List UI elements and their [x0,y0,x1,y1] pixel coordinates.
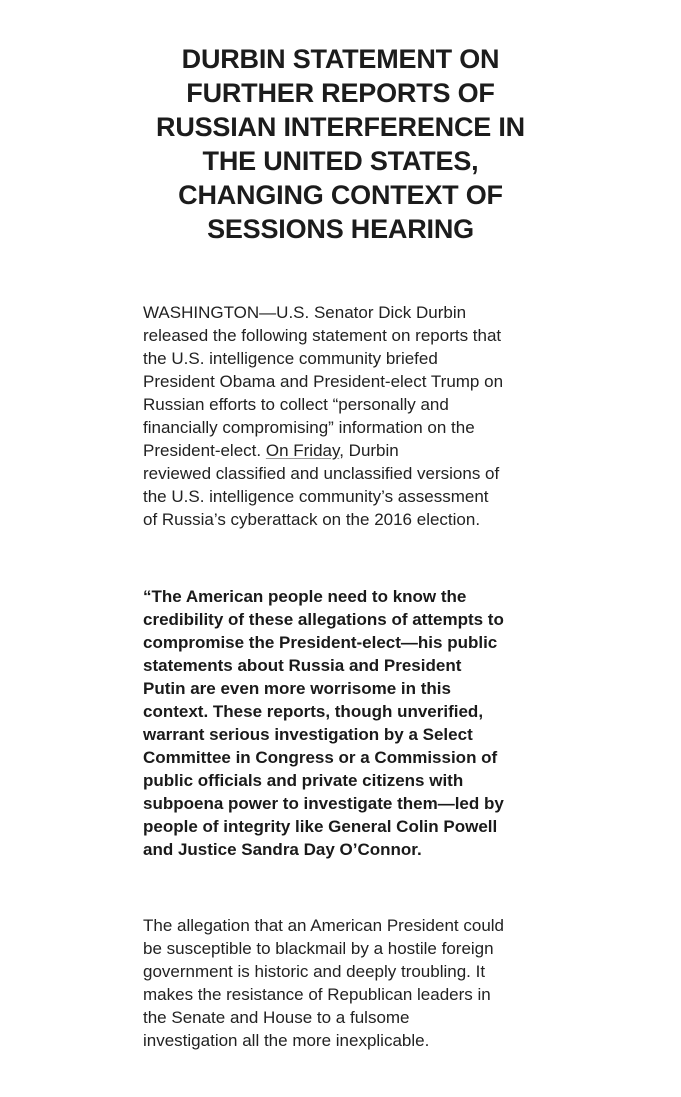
quote-line: and Justice Sandra Day O’Connor. [143,840,422,859]
text-line: the U.S. intelligence community briefed [143,349,438,368]
headline-line: RUSSIAN INTERFERENCE IN [156,112,525,142]
quote-line: statements about Russia and President [143,656,462,675]
text-fragment: , Durbin [339,441,399,460]
text-line: The allegation that an American President could [143,916,505,935]
quote-line: Committee in Congress or a Commission of [143,748,498,767]
text-line-with-link [143,439,553,462]
text-line: the U.S. intelligence community’s assessment [143,487,489,506]
closing-paragraph [143,914,553,1052]
text-line: makes the resistance of Republican leaders in [143,985,491,1004]
quote-line: public officials and private citizens with [143,771,464,790]
text-line: WASHINGTON—U.S. Senator Dick Durbin [143,303,467,322]
quote-line: compromise the President-elect—his public [143,633,498,652]
text-line: of Russia’s cyberattack on the 2016 election. [143,510,481,529]
text-fragment: President-elect. [143,441,266,460]
quote-line: people of integrity like General Colin Powell [143,817,498,836]
on-friday-link[interactable]: On Friday [265,441,340,460]
text-line: released the following statement on reports that [143,326,502,345]
text-line: reviewed classified and unclassified versions of [143,464,500,483]
quote-line: context. These reports, though unverified, [143,702,484,721]
headline [110,42,571,246]
intro-paragraph [143,301,553,531]
quote-line: warrant serious investigation by a Select [143,725,473,744]
headline-line: THE UNITED STATES, [202,146,479,176]
text-line: government is historic and deeply troubling. It [143,962,486,981]
text-line: the Senate and House to a fulsome [143,1008,410,1027]
text-line: investigation all the more inexplicable. [143,1031,430,1050]
text-line: Russian efforts to collect “personally and [143,395,449,414]
headline-line: SESSIONS HEARING [207,214,474,244]
quote-line: credibility of these allegations of attempts to [143,610,504,629]
quote-paragraph [143,585,553,861]
headline-line: CHANGING CONTEXT OF [178,180,503,210]
text-line: financially compromising” information on the [143,418,475,437]
headline-line: DURBIN STATEMENT ON [181,44,500,74]
quote-line: Putin are even more worrisome in this [143,679,451,698]
text-line: be susceptible to blackmail by a hostile foreign [143,939,494,958]
headline-line: FURTHER REPORTS OF [186,78,495,108]
quote-line: subpoena power to investigate them—led by [143,794,504,813]
text-line: President Obama and President-elect Trump on [143,372,504,391]
quote-line: “The American people need to know the [143,587,467,606]
